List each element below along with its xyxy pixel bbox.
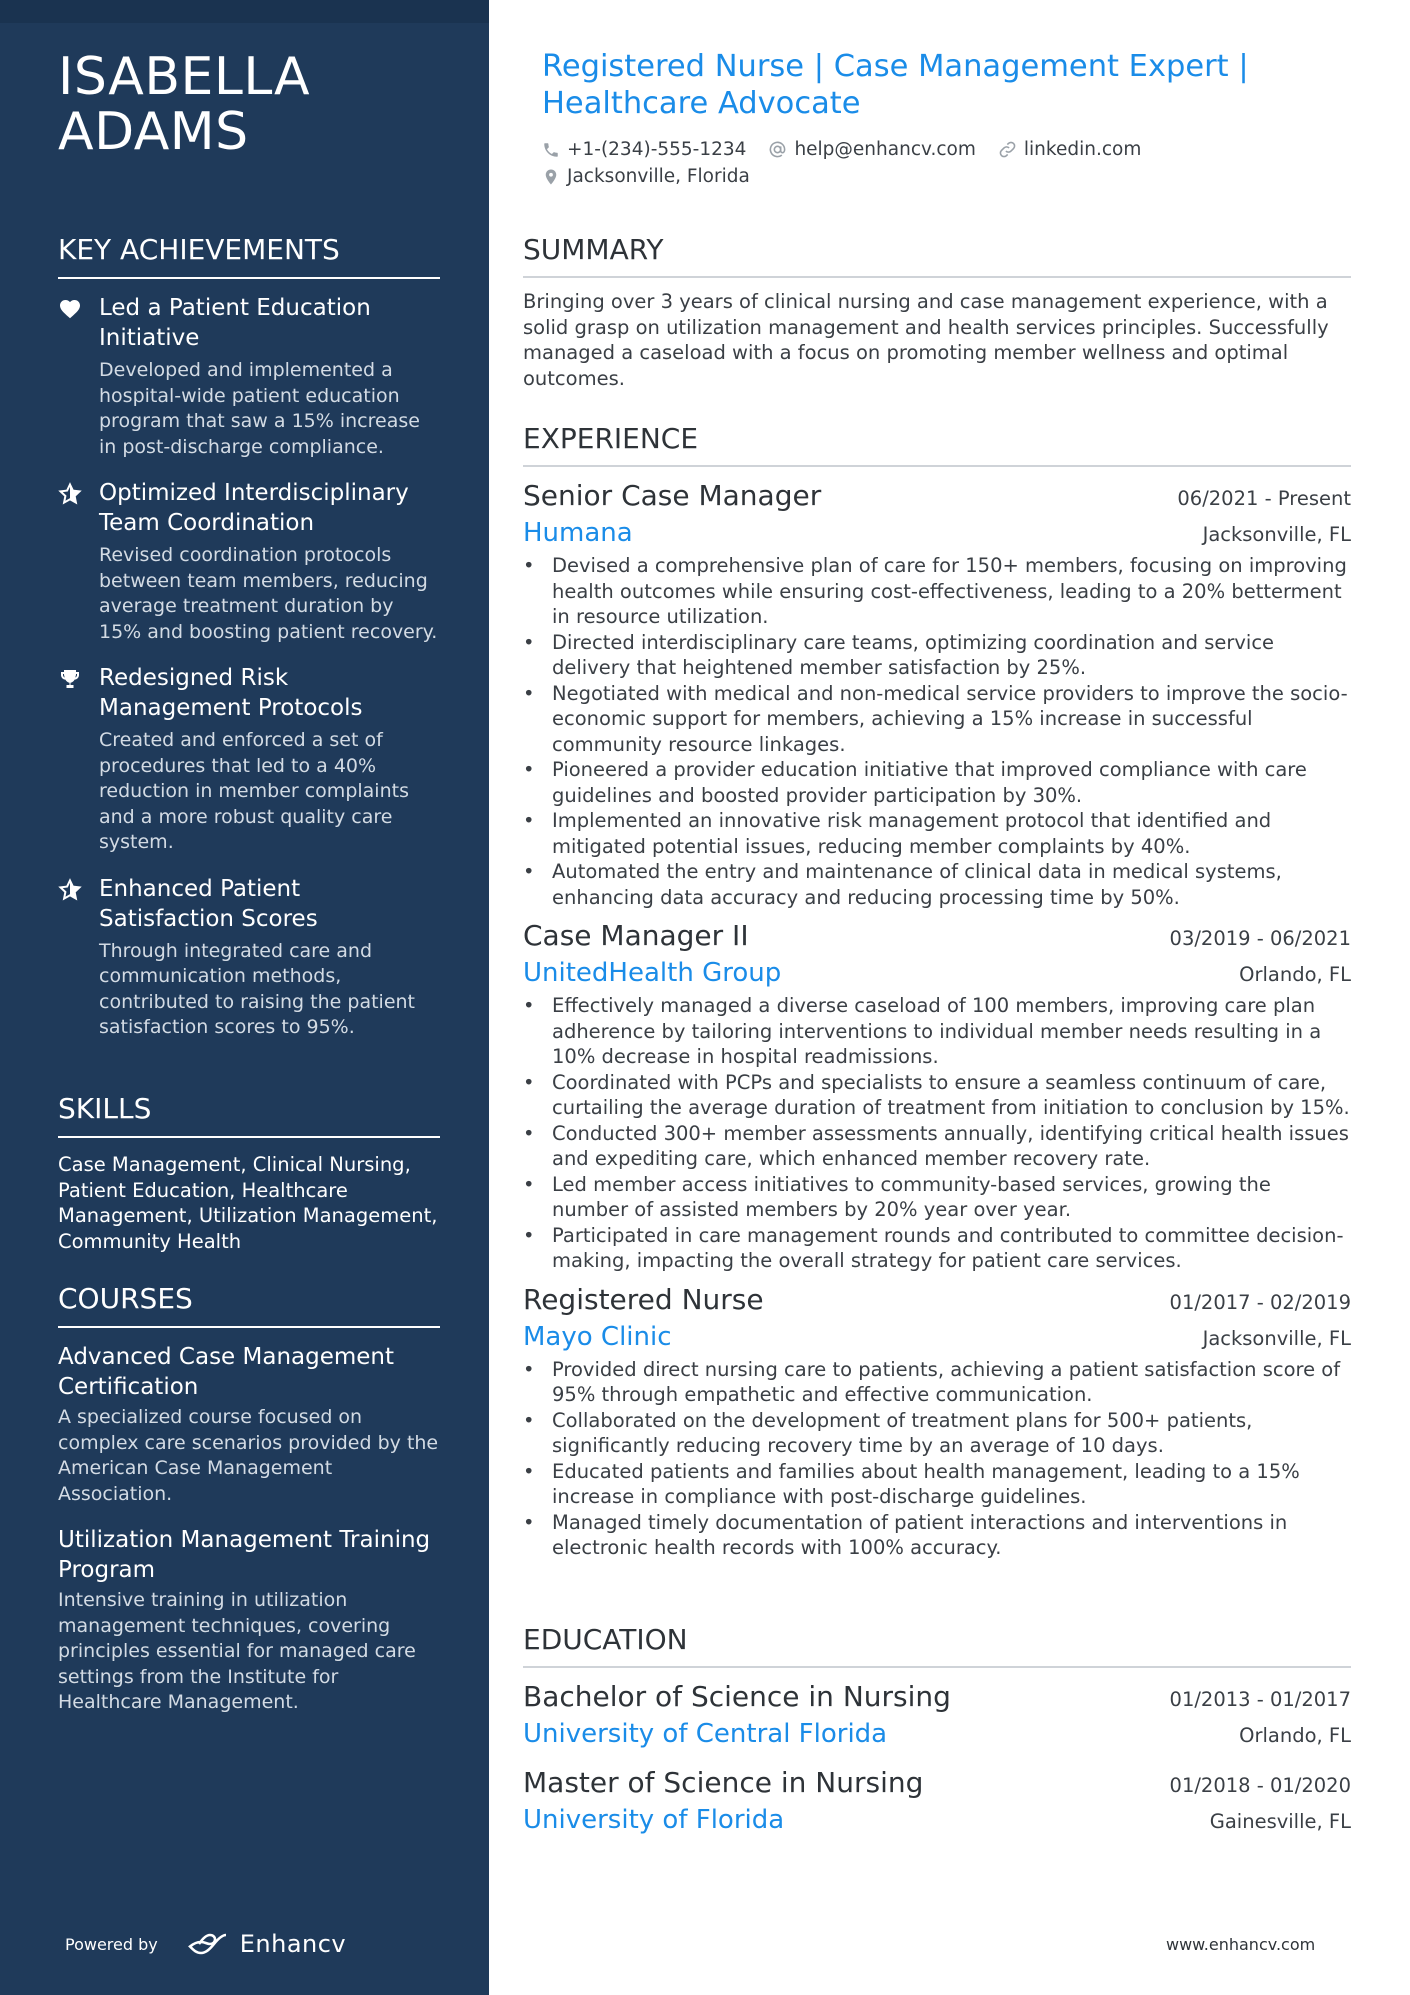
- degree-name: Bachelor of Science in Nursing: [523, 1680, 951, 1713]
- bullet-item: • Managed timely documentation of patient interactions and interventions in electronic health records with 100% accuracy.: [523, 1510, 1351, 1561]
- company-name: Humana: [523, 518, 633, 548]
- experience-section: [523, 422, 1351, 1569]
- school-name: University of Florida: [523, 1805, 785, 1835]
- job-bullets: [523, 553, 1351, 910]
- bullet-item: • Coordinated with PCPs and specialists to ensure a seamless continuum of care, curtailing the average duration of treatment from initiation to conclusion by 15%.: [523, 1070, 1351, 1121]
- company-name: Mayo Clinic: [523, 1321, 672, 1352]
- job-date: 06/2021 - Present: [1177, 487, 1351, 510]
- bullet-item: • Negotiated with medical and non-medical service providers to improve the socio-economic support for members, achieving a 15% increase in successful community resource linkages.: [523, 681, 1351, 758]
- bullet-item: • Provided direct nursing care to patients, achieving a patient satisfaction score of 95% through empathetic and effective communication.: [523, 1357, 1351, 1408]
- course-description: Intensive training in utilization management techniques, covering principles essential for managed care settings from the Institute for Healthcare Management.: [58, 1589, 416, 1713]
- powered-by-label: Powered by: [65, 1934, 158, 1954]
- bullet-item: • Directed interdisciplinary care teams, optimizing coordination and service delivery that heightened member satisfaction by 25%.: [523, 630, 1351, 681]
- location-text: Jacksonville, Florida: [567, 166, 750, 187]
- job-title: Senior Case Manager: [523, 479, 822, 512]
- course-description: A specialized course focused on complex care scenarios provided by the American Case Management Association.: [58, 1406, 439, 1505]
- bullet-item: • Led member access initiatives to community-based services, growing the number of assisted members by 20% year over year.: [523, 1172, 1351, 1223]
- summary-section: [523, 233, 1351, 391]
- contact-linkedin[interactable]: [998, 139, 1141, 160]
- achievements-title: KEY ACHIEVEMENTS: [58, 233, 440, 279]
- bullet-item: • Automated the entry and maintenance of clinical data in medical systems, enhancing data accuracy and reducing processing time by 50%.: [523, 859, 1351, 910]
- school-location: Gainesville, FL: [1209, 1810, 1351, 1833]
- contact-location: [542, 166, 750, 187]
- phone-text: +1-(234)-555-1234: [567, 139, 747, 160]
- education-entry: [523, 1679, 1351, 1751]
- email-text: help@enhancv.com: [794, 139, 976, 160]
- star-icon: [58, 878, 82, 902]
- job-bullets: [523, 993, 1351, 1274]
- sidebar: [0, 0, 489, 1995]
- powered-by: [65, 1930, 346, 1958]
- star-icon: [58, 482, 82, 506]
- bullet-item: • Pioneered a provider education initiative that improved compliance with care guidelines and boosted provider participation by 30%.: [523, 757, 1351, 808]
- job-entry: [523, 1282, 1351, 1561]
- achievement-description: Developed and implemented a hospital-wide patient education program that saw a 15% increase in post-discharge compliance.: [99, 359, 420, 458]
- link-icon: [998, 140, 1017, 159]
- bullet-item: • Effectively managed a diverse caseload of 100 members, improving care plan adherence by tailoring interventions to individual member needs resulting in a 10% decrease in hospital readmissions.: [523, 993, 1351, 1070]
- job-title: Registered Nurse: [523, 1282, 764, 1316]
- achievement-item: [58, 293, 440, 460]
- bullet-item: • Devised a comprehensive plan of care for 150+ members, focusing on improving health outcomes while ensuring cost-effectiveness, leading to a 20% betterment in resource utilization.: [523, 553, 1351, 630]
- school-location: Orlando, FL: [1239, 1724, 1351, 1747]
- summary-title: SUMMARY: [523, 233, 1351, 278]
- trophy-icon: [58, 667, 82, 691]
- achievements-section: [58, 233, 440, 1059]
- skills-title: SKILLS: [58, 1092, 440, 1138]
- degree-name: Master of Science in Nursing: [523, 1766, 924, 1799]
- linkedin-text: linkedin.com: [1023, 139, 1142, 160]
- education-title: EDUCATION: [523, 1623, 1351, 1668]
- achievement-description: Revised coordination protocols between team members, reducing average treatment duration by 15% and boosting patient recovery.: [99, 544, 438, 643]
- job-location: Orlando, FL: [1239, 963, 1351, 986]
- course-title: Advanced Case Management Certification: [58, 1344, 395, 1400]
- location-pin-icon: [542, 167, 560, 187]
- job-title: Case Manager II: [523, 919, 749, 952]
- at-icon: [768, 140, 787, 159]
- achievement-title: Optimized Interdisciplinary Team Coordination: [99, 480, 409, 536]
- contact-email[interactable]: [768, 139, 975, 160]
- bullet-item: • Collaborated on the development of treatment plans for 500+ patients, significantly reducing recovery time by an average of 10 days.: [523, 1408, 1351, 1459]
- school-name: University of Central Florida: [523, 1719, 888, 1749]
- job-entry: [523, 918, 1351, 1274]
- job-location: Jacksonville, FL: [1202, 1326, 1351, 1350]
- achievement-item: [58, 478, 440, 645]
- education-date: 01/2018 - 01/2020: [1169, 1774, 1351, 1797]
- achievement-title: Led a Patient Education Initiative: [99, 295, 371, 351]
- sidebar-top-strip: [0, 0, 489, 23]
- bullet-item: • Conducted 300+ member assessments annually, identifying critical health issues and expediting care, which enhanced member recovery rate.: [523, 1121, 1351, 1172]
- skills-list: Case Management, Clinical Nursing, Patient Education, Healthcare Management, Utilization Management, Community Health: [58, 1153, 438, 1253]
- bullet-item: • Participated in care management rounds and contributed to committee decision-making, impacting the overall strategy for patient care services.: [523, 1223, 1351, 1274]
- courses-title: COURSES: [58, 1282, 440, 1328]
- footer-website-link[interactable]: www.enhancv.com: [1166, 1935, 1316, 1954]
- education-section: [523, 1623, 1351, 1851]
- job-date: 01/2017 - 02/2019: [1169, 1290, 1351, 1314]
- achievement-description: Through integrated care and communication methods, contributed to raising the patient satisfaction scores to 95%.: [99, 939, 415, 1038]
- education-entry: [523, 1765, 1351, 1837]
- education-date: 01/2013 - 01/2017: [1169, 1688, 1351, 1711]
- phone-icon: [542, 141, 560, 159]
- experience-title: EXPERIENCE: [523, 422, 1351, 467]
- company-name: UnitedHealth Group: [523, 958, 782, 988]
- course-title: Utilization Management Training Program: [58, 1527, 431, 1583]
- achievement-title: Redesigned Risk Management Protocols: [99, 665, 363, 721]
- heart-icon: [58, 297, 82, 321]
- bullet-item: • Educated patients and families about health management, leading to a 15% increase in compliance with post-discharge guidelines.: [523, 1459, 1351, 1510]
- enhancv-brand-name: Enhancv: [239, 1930, 347, 1958]
- job-date: 03/2019 - 06/2021: [1169, 927, 1351, 950]
- summary-text: Bringing over 3 years of clinical nursing and case management experience, with a solid grasp on utilization management and health services principles. Successfully managed a caseload with a focus on promoting member wellness and optimal outcomes.: [523, 290, 1329, 390]
- achievement-title: Enhanced Patient Satisfaction Scores: [99, 875, 318, 932]
- job-entry: [523, 478, 1351, 910]
- contact-phone[interactable]: [542, 139, 746, 160]
- bullet-item: • Implemented an innovative risk management protocol that identified and mitigated potential issues, reducing member complaints by 40%.: [523, 808, 1351, 859]
- courses-section: [58, 1282, 440, 1734]
- candidate-name: ISABELLA ADAMS: [58, 47, 311, 162]
- headline: Registered Nurse | Case Management Expert | Healthcare Advocate: [542, 49, 1249, 121]
- achievement-item: [58, 874, 440, 1041]
- course-item: [58, 1525, 440, 1716]
- enhancv-logo-icon: [186, 1931, 232, 1957]
- job-location: Jacksonville, FL: [1202, 523, 1351, 546]
- contact-info: [542, 136, 1342, 190]
- job-bullets: [523, 1357, 1351, 1561]
- skills-section: [58, 1092, 440, 1254]
- achievement-item: [58, 663, 440, 856]
- course-item: [58, 1342, 440, 1507]
- achievement-description: Created and enforced a set of procedures that led to a 40% reduction in member complaints and a more robust quality care system.: [99, 729, 409, 853]
- enhancv-logo[interactable]: [186, 1930, 346, 1958]
